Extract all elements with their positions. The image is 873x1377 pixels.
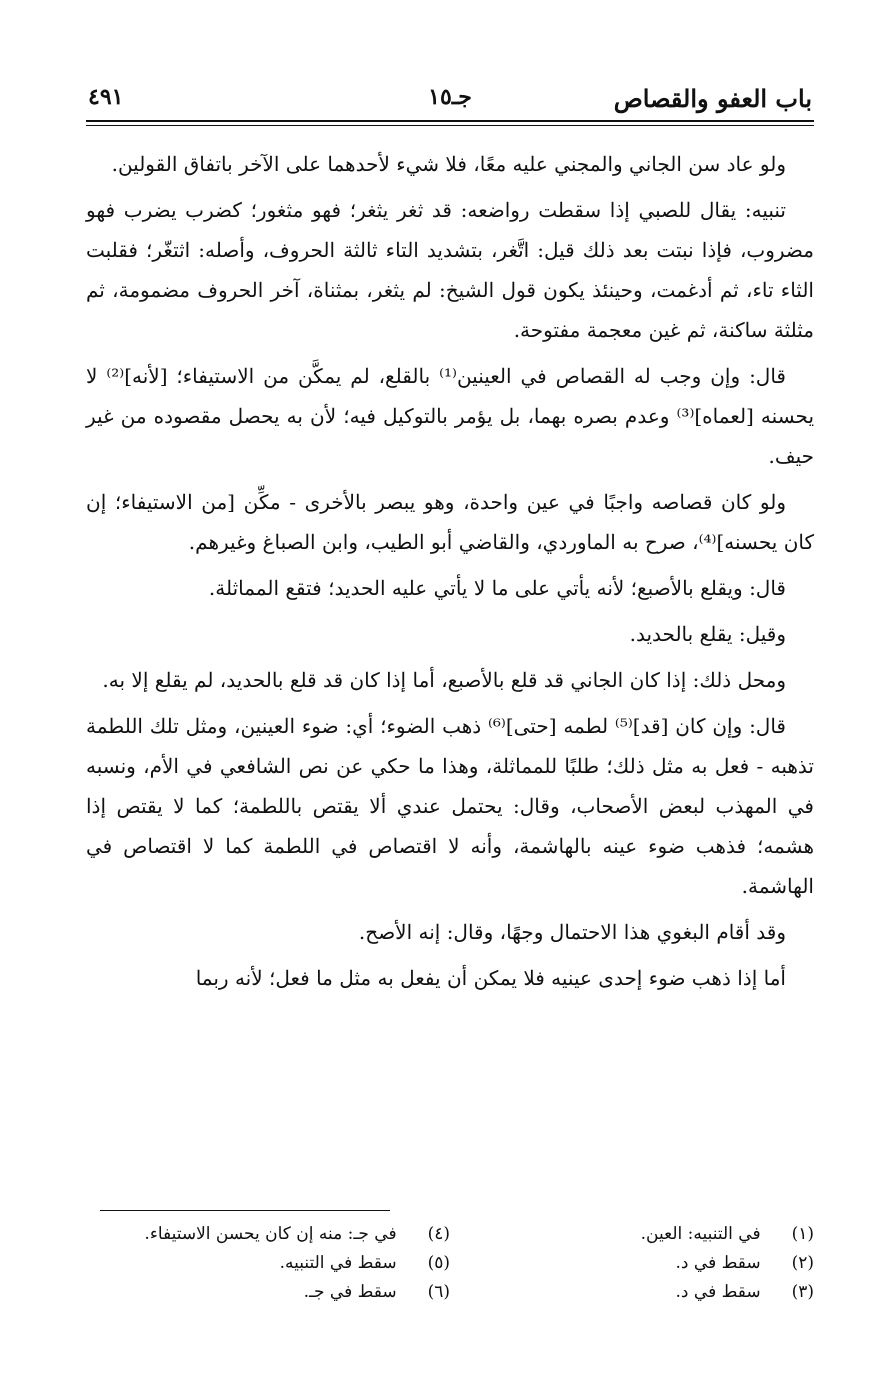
paragraph-2: تنبيه: يقال للصبي إذا سقطت رواضعه: قد ثغر يثغر؛ فهو مثغور؛ كضرب يضرب فهو مضروب، فإذا نبتت بعد ذلك قيل: اتَّغر، بتشديد التاء ثالثة الحروف، وأصله: اثتغّر؛ فقلبت الثاء تاء، ثم أدغمت، وحينئذ يكون قول الشيخ: لم يثغر، بمثناة، آخر الحروف مضمومة، ثم مثلثة ساكنة، ثم غين معجمة مفتوحة. <box>86 198 814 342</box>
footnote-number: (٣) <box>791 1282 814 1302</box>
paragraph-4: ولو كان قصاصه واجبًا في عين واحدة، وهو يبصر بالأخرى - مكِّن [من الاستيفاء؛ إن كان يحسنه]⁽⁴⁾، صرح به الماوردي، والقاضي أبو الطيب، وابن الصباغ وغيرهم. <box>86 490 814 554</box>
footnote-3 <box>450 1278 814 1307</box>
footnote-4 <box>86 1220 450 1249</box>
footnotes-left-column <box>86 1220 450 1307</box>
page-number: ٤٩١ <box>88 84 124 110</box>
paragraph-7: ومحل ذلك: إذا كان الجاني قد قلع بالأصبع، أما إذا كان قد قلع بالحديد، لم يقلع إلا به. <box>102 668 786 692</box>
footnote-number: (٢) <box>791 1253 814 1273</box>
paragraph-9: وقد أقام البغوي هذا الاحتمال وجهًا، وقال: إنه الأصح. <box>358 920 786 944</box>
paragraph-1: ولو عاد سن الجاني والمجني عليه معًا، فلا شيء لأحدهما على الآخر باتفاق القولين. <box>111 152 786 176</box>
paragraph-8: قال: وإن كان [قد]⁽⁵⁾ لطمه [حتى]⁽⁶⁾ ذهب الضوء؛ أي: ضوء العينين، ومثل تلك اللطمة تذهبه - فعل به مثل ذلك؛ طلبًا للمماثلة، وهذا ما حكي عن نص الشافعي في الأم، ونسبه في المهذب لبعض الأصحاب، وقال: يحتمل عندي ألا يقتص باللطمة؛ كما لا يقتص إذا هشمه؛ فذهب ضوء عينه بالهاشمة، وأنه لا اقتصاص في اللطمة كما لا اقتصاص في الهاشمة. <box>86 714 814 898</box>
footnote-text: في التنبيه: العين. <box>640 1224 761 1244</box>
footnote-number: (٤) <box>427 1224 450 1244</box>
paragraph-10: أما إذا ذهب ضوء إحدى عينيه فلا يمكن أن يفعل به مثل ما فعل؛ لأنه ربما <box>195 966 786 990</box>
paragraph-6: وقيل: يقلع بالحديد. <box>629 622 786 646</box>
footnote-number: (٥) <box>427 1253 450 1273</box>
footnote-text: في جـ: منه إن كان يحسن الاستيفاء. <box>144 1224 397 1244</box>
footnote-text: سقط في جـ. <box>303 1282 397 1302</box>
footnote-6 <box>86 1278 450 1307</box>
chapter-title: باب العفو والقصاص <box>613 84 812 113</box>
footnote-text: سقط في د. <box>675 1253 761 1273</box>
main-text <box>86 144 814 998</box>
footnotes <box>86 1220 814 1307</box>
footnote-separator <box>100 1210 390 1211</box>
paragraph-3: قال: وإن وجب له القصاص في العينين⁽¹⁾ بالقلع، لم يمكَّن من الاستيفاء؛ [لأنه]⁽²⁾ لا يحسنه [لعماه]⁽³⁾ وعدم بصره بهما، بل يؤمر بالتوكيل فيه؛ لأن به يحصل مقصوده من غير حيف. <box>86 364 815 468</box>
footnote-text: سقط في د. <box>675 1282 761 1302</box>
footnote-2 <box>450 1249 814 1278</box>
footnote-1 <box>450 1220 814 1249</box>
footnotes-right-column <box>450 1220 814 1307</box>
footnote-number: (٦) <box>427 1282 450 1302</box>
book-page <box>86 70 815 1302</box>
paragraph-5: قال: ويقلع بالأصبع؛ لأنه يأتي على ما لا يأتي عليه الحديد؛ فتقع المماثلة. <box>208 576 786 600</box>
footnote-text: سقط في التنبيه. <box>279 1253 397 1273</box>
running-header <box>86 70 814 122</box>
footnote-5 <box>86 1249 450 1278</box>
volume-label: جـ١٥ <box>428 84 472 110</box>
footnote-number: (١) <box>791 1224 814 1244</box>
